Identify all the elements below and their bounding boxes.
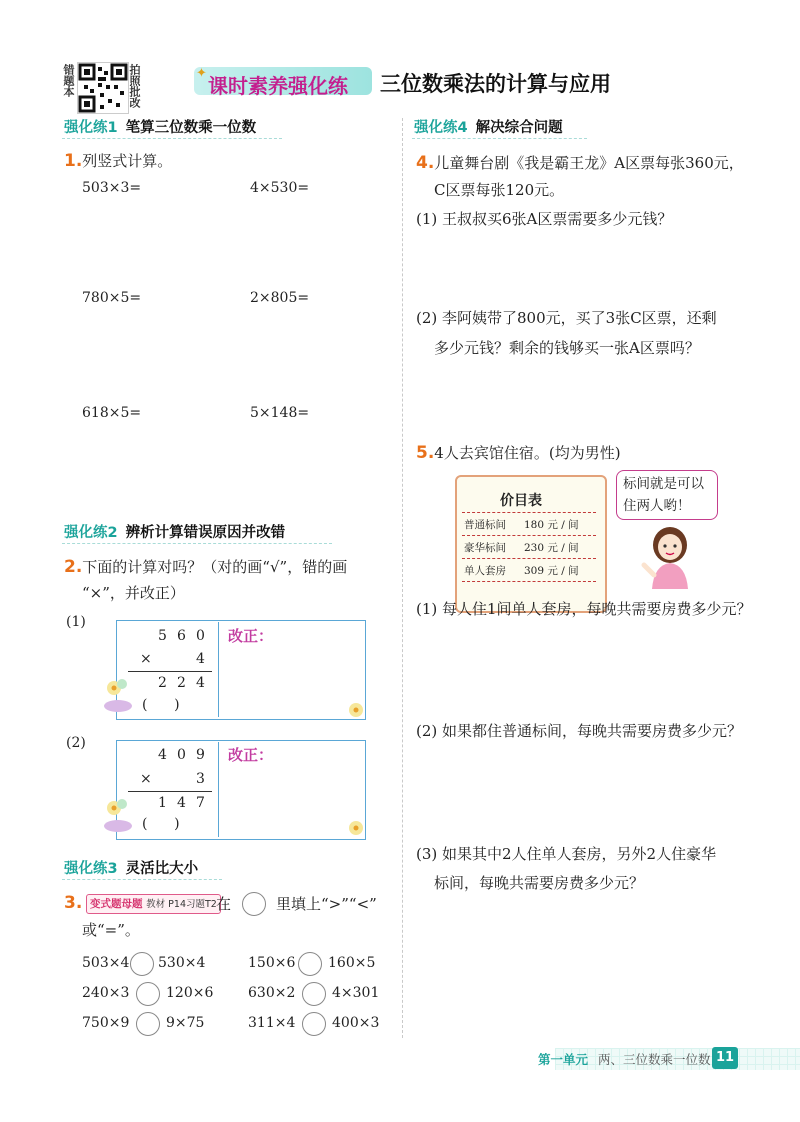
question-4: 4.儿童舞台剧《我是霸王龙》A区票每张360元， C区票每张120元。: [416, 153, 744, 199]
digit: 2: [158, 675, 167, 691]
question-5-part-2: (2) 如果都住普通标间，每晚共需要房费多少元？: [416, 722, 743, 740]
compare-circle[interactable]: [136, 982, 160, 1006]
digit: 0: [177, 747, 186, 763]
footer-chapter: 两、三位数乘一位数: [598, 1052, 711, 1067]
table-cell: 309 元 / 间: [524, 565, 579, 577]
sparkle-icon: ✦: [196, 66, 207, 81]
flower-deco-icon: [102, 796, 138, 840]
question-4-part-2: (2) 李阿姨带了800元，买了3张C区票，还剩 多少元钱？剩余的钱够买一张A区票吗？: [416, 309, 717, 357]
digit: 0: [196, 628, 205, 644]
qr-code[interactable]: [77, 62, 129, 114]
compare-circle[interactable]: [298, 952, 322, 976]
question-2: 2.下面的计算对吗？（对的画“√”，错的画 “×”，并改正）: [64, 557, 348, 602]
flower-deco-icon: [102, 676, 138, 720]
digit: 9: [196, 747, 205, 763]
question-5: 5.4人去宾馆住宿。(均为男性): [416, 443, 621, 463]
section-underline: [62, 879, 222, 880]
section-header-2: 强化练2 辨析计算错误原因并改错: [64, 525, 286, 541]
digit: 6: [177, 628, 186, 644]
table-rule: [462, 535, 596, 536]
correction-label: 改正：: [228, 627, 274, 645]
footer-unit: 第一单元: [538, 1052, 589, 1067]
digit: 4: [196, 651, 205, 667]
qr-right-label: 拍照批改: [128, 64, 141, 108]
table-rule: [462, 512, 596, 513]
times-sign: ×: [140, 771, 152, 787]
calc-item: 2×805=: [250, 290, 310, 306]
flower-deco-icon: [346, 700, 366, 724]
page-title: 三位数乘法的计算与应用: [380, 72, 611, 96]
page-number: 11: [712, 1047, 738, 1069]
table-cell: 230 元 / 间: [524, 542, 579, 554]
price-table-title: 价目表: [500, 493, 542, 509]
compare-left: 503×4: [82, 955, 130, 971]
compare-left: 150×6: [248, 955, 296, 971]
answer-paren[interactable]: ( ): [142, 697, 180, 713]
table-rule: [462, 558, 596, 559]
compare-circle[interactable]: [242, 892, 266, 916]
compare-left: 750×9: [82, 1015, 130, 1031]
compare-circle[interactable]: [302, 982, 326, 1006]
table-rule: [462, 581, 596, 582]
compare-right: 4×301: [332, 985, 380, 1001]
column-divider: [402, 118, 403, 1038]
calc-item: 4×530=: [250, 180, 310, 196]
digit: 5: [158, 628, 167, 644]
girl-illustration-icon: [640, 525, 700, 593]
compare-right: 9×75: [166, 1015, 205, 1031]
variant-badge: 变式题母题 教材 P14习题T2: [86, 894, 221, 914]
answer-paren[interactable]: ( ): [142, 816, 180, 832]
compare-right: 120×6: [166, 985, 214, 1001]
table-cell: 豪华标间: [464, 542, 506, 554]
question-5-part-3: (3) 如果其中2人住单人套房，另外2人住豪华 标间，每晚共需要房费多少元？: [416, 845, 717, 892]
correction-label: 改正：: [228, 746, 274, 764]
compare-circle[interactable]: [302, 1012, 326, 1036]
section-underline: [412, 138, 587, 139]
section-header-1: 强化练1 笔算三位数乘一位数: [64, 120, 257, 136]
digit: 2: [177, 675, 186, 691]
question-3-text-2: 或“=”。: [82, 921, 140, 939]
sub-label: (2): [66, 735, 86, 751]
compare-left: 240×3: [82, 985, 130, 1001]
compare-circle[interactable]: [130, 952, 154, 976]
digit: 4: [177, 795, 186, 811]
question-3-number: 3.: [64, 893, 83, 913]
qr-left-label: 错题本: [62, 64, 75, 97]
banner-label: 课时素养强化练: [208, 74, 348, 98]
question-3-text-b: 里填上“>”“<”: [276, 895, 377, 913]
sub-label: (1): [66, 614, 86, 630]
question-4-part-1: (1) 王叔叔买6张A区票需要多少元钱？: [416, 210, 673, 228]
section-header-4: 强化练4 解决综合问题: [414, 120, 563, 136]
compare-right: 160×5: [328, 955, 376, 971]
table-cell: 单人套房: [464, 565, 506, 577]
calc-item: 780×5=: [82, 290, 142, 306]
times-sign: ×: [140, 651, 152, 667]
question-3-text-a: 在: [216, 895, 232, 913]
calc-rule: [128, 671, 212, 672]
calc-item: 5×148=: [250, 405, 310, 421]
calc-item: 503×3=: [82, 180, 142, 196]
compare-right: 530×4: [158, 955, 206, 971]
table-cell: 普通标间: [464, 519, 506, 531]
speech-bubble: 标间就是可以 住两人哟！: [616, 470, 718, 520]
digit: 4: [196, 675, 205, 691]
section-underline: [62, 543, 332, 544]
digit: 4: [158, 747, 167, 763]
question-5-part-1: (1) 每人住1间单人套房，每晚共需要房费多少元？: [416, 600, 752, 618]
section-underline: [62, 138, 282, 139]
question-1: 1.列竖式计算。: [64, 151, 173, 171]
flower-deco-icon: [346, 818, 366, 842]
section-header-3: 强化练3 灵活比大小: [64, 861, 199, 877]
digit: 3: [196, 771, 205, 787]
compare-left: 630×2: [248, 985, 296, 1001]
compare-left: 311×4: [248, 1015, 296, 1031]
digit: 7: [196, 795, 205, 811]
compare-right: 400×3: [332, 1015, 380, 1031]
calc-item: 618×5=: [82, 405, 142, 421]
table-cell: 180 元 / 间: [524, 519, 579, 531]
calc-rule: [128, 791, 212, 792]
digit: 1: [158, 795, 167, 811]
compare-circle[interactable]: [136, 1012, 160, 1036]
